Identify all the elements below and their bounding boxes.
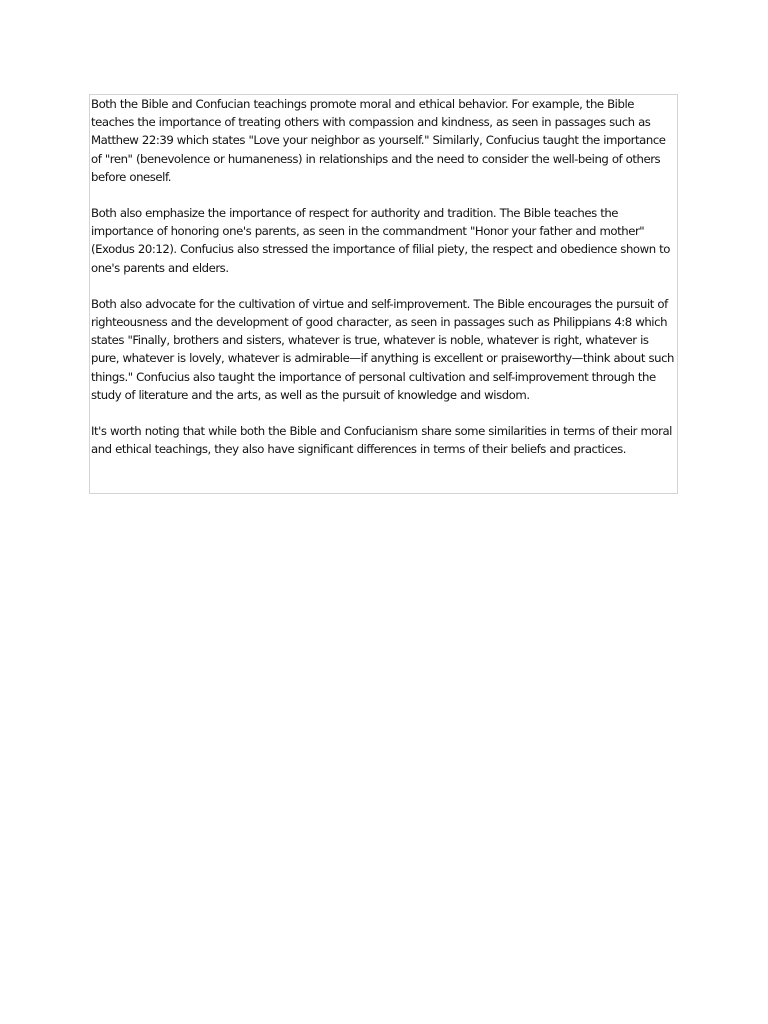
paragraph-authority-tradition: Both also emphasize the importance of respect for authority and tradition. The Bible teaches the importance of honoring one's parents, as seen in the commandment "Honor your father and mother" (Exodus 20:12). Confucius also stressed the importance of filial piety, the respect and obedience shown to one's parents and elders. (91, 206, 670, 275)
paragraph-differences-note: It's worth noting that while both the Bible and Confucianism share some similarities in terms of their moral and ethical teachings, they also have significant differences in terms of their beliefs and practices. (91, 424, 672, 457)
paragraph-virtue-self-improvement: Both also advocate for the cultivation of virtue and self-improvement. The Bible encourages the pursuit of righteousness and the development of good character, as seen in passages such as Philippians 4:8 which states "Finally, brothers and sisters, whatever is true, whatever is noble, whatever is right, whatever is pure, whatever is lovely, whatever is admirable—if anything is excellent or praiseworthy—think about such things." Confucius also taught the importance of personal cultivation and self-improvement through the study of literature and the arts, as well as the pursuit of knowledge and wisdom. (91, 296, 675, 402)
document-text-box (89, 94, 678, 494)
paragraph-moral-ethical: Both the Bible and Confucian teachings promote moral and ethical behavior. For example, the Bible teaches the importance of treating others with compassion and kindness, as seen in passages such as Matthew 22:39 which states "Love your neighbor as yourself." Similarly, Confucius taught the importance of "ren" (benevolence or humaneness) in relationships and the need to consider the well-being of others before oneself. (91, 97, 666, 184)
